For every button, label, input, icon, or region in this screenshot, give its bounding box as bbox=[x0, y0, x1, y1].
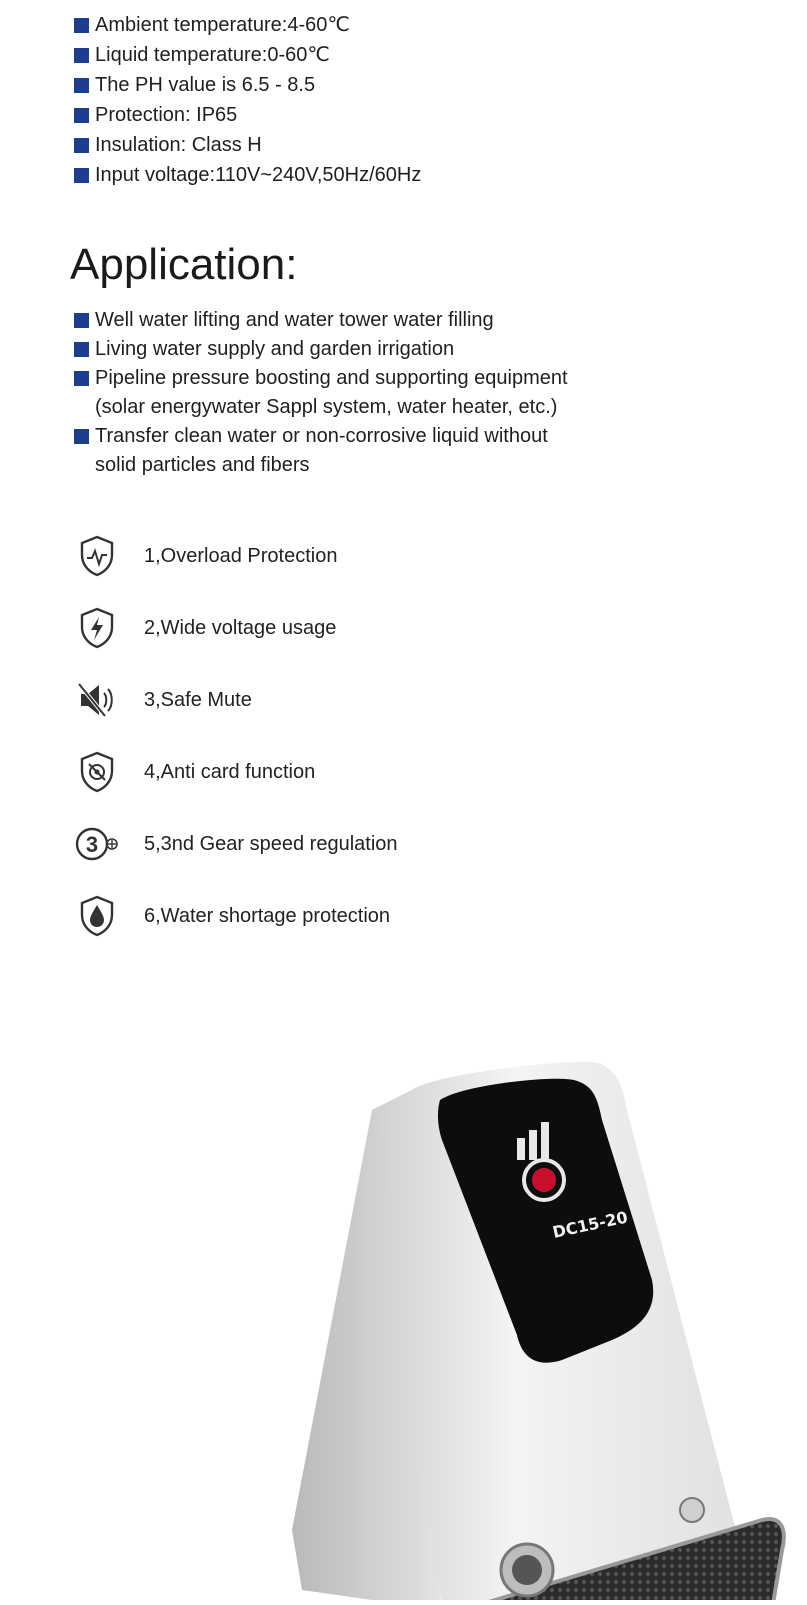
application-title: Application: bbox=[70, 240, 298, 289]
application-text: Well water lifting and water tower water filling bbox=[95, 309, 494, 331]
bullet-square-icon bbox=[74, 138, 89, 153]
feature-label: 3,Safe Mute bbox=[144, 688, 252, 711]
feature-label: 5,3nd Gear speed regulation bbox=[144, 832, 398, 855]
application-list bbox=[74, 306, 714, 480]
feature-label: 2,Wide voltage usage bbox=[144, 616, 337, 639]
application-item bbox=[74, 422, 714, 480]
spec-text: Insulation: Class H bbox=[95, 134, 262, 156]
bullet-square-icon bbox=[74, 429, 89, 444]
spec-item bbox=[74, 10, 421, 40]
spec-text: Protection: IP65 bbox=[95, 104, 238, 126]
spec-item bbox=[74, 130, 421, 160]
feature-label: 1,Overload Protection bbox=[144, 544, 338, 567]
shield-lightning-icon bbox=[74, 605, 120, 651]
application-item bbox=[74, 364, 714, 422]
application-text: Living water supply and garden irrigation bbox=[95, 338, 455, 360]
bullet-square-icon bbox=[74, 313, 89, 328]
shield-drop-icon bbox=[74, 893, 120, 939]
feature-label: 4,Anti card function bbox=[144, 760, 316, 783]
spec-item bbox=[74, 100, 421, 130]
feature-item bbox=[74, 664, 398, 736]
model-label: DC15-20 bbox=[550, 1207, 630, 1242]
application-item bbox=[74, 335, 714, 364]
bullet-square-icon bbox=[74, 78, 89, 93]
speaker-mute-icon bbox=[74, 677, 120, 723]
application-text-continued: solid particles and fibers bbox=[95, 454, 310, 476]
booster-pump-image bbox=[292, 1050, 792, 1600]
gear-three-icon bbox=[74, 821, 120, 867]
bullet-square-icon bbox=[74, 168, 89, 183]
application-text-continued: (solar energywater Sappl system, water heater, etc.) bbox=[95, 396, 558, 418]
bullet-square-icon bbox=[74, 108, 89, 123]
feature-list bbox=[74, 520, 398, 952]
spec-text: Liquid temperature:0-60℃ bbox=[95, 44, 330, 66]
spec-item bbox=[74, 160, 421, 190]
feature-item bbox=[74, 592, 398, 664]
spec-item bbox=[74, 40, 421, 70]
feature-item bbox=[74, 880, 398, 952]
application-text: Pipeline pressure boosting and supporting equipment bbox=[95, 367, 568, 389]
shield-gear-icon bbox=[74, 749, 120, 795]
shield-pulse-icon bbox=[74, 533, 120, 579]
bullet-square-icon bbox=[74, 342, 89, 357]
bullet-square-icon bbox=[74, 48, 89, 63]
feature-item bbox=[74, 808, 398, 880]
feature-item bbox=[74, 736, 398, 808]
spec-item bbox=[74, 70, 421, 100]
spec-text: Ambient temperature:4-60℃ bbox=[95, 14, 350, 36]
spec-text: Input voltage:110V~240V,50Hz/60Hz bbox=[95, 164, 422, 186]
application-text: Transfer clean water or non-corrosive liquid without bbox=[95, 425, 548, 447]
application-item bbox=[74, 306, 714, 335]
bullet-square-icon bbox=[74, 371, 89, 386]
feature-item bbox=[74, 520, 398, 592]
feature-label: 6,Water shortage protection bbox=[144, 904, 391, 927]
bullet-square-icon bbox=[74, 18, 89, 33]
spec-list bbox=[74, 10, 421, 190]
spec-text: The PH value is 6.5 - 8.5 bbox=[95, 74, 316, 96]
svg-text:3: 3 bbox=[85, 832, 99, 857]
